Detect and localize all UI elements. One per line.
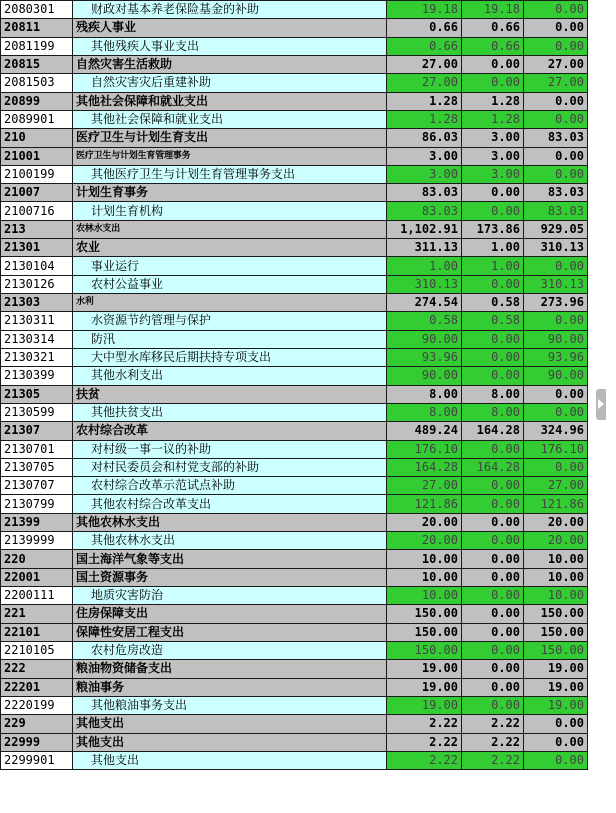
value-cell[interactable]: 3.00: [462, 147, 524, 165]
value-cell[interactable]: 0.00: [462, 367, 524, 385]
code-cell[interactable]: 2130701: [1, 440, 73, 458]
value-cell[interactable]: 0.00: [462, 348, 524, 366]
value-cell[interactable]: 0.00: [524, 403, 588, 421]
value-cell[interactable]: 0.00: [462, 330, 524, 348]
name-cell[interactable]: 医疗卫生与计划生育支出: [73, 129, 387, 147]
category-row: [1, 385, 588, 403]
value-cell[interactable]: 27.00: [524, 74, 588, 92]
value-cell[interactable]: 0.00: [524, 1, 588, 19]
name-cell[interactable]: 扶贫: [73, 385, 387, 403]
value-cell[interactable]: 324.96: [524, 422, 588, 440]
code-cell[interactable]: 20899: [1, 92, 73, 110]
value-cell[interactable]: 310.13: [524, 275, 588, 293]
category-row: [1, 55, 588, 73]
value-cell[interactable]: 164.28: [462, 458, 524, 476]
item-row: [1, 312, 588, 330]
item-row: [1, 165, 588, 183]
name-cell[interactable]: 医疗卫生与计划生育管理事务: [73, 147, 387, 165]
value-cell[interactable]: 0.00: [462, 678, 524, 696]
value-cell[interactable]: 1.28: [387, 92, 462, 110]
value-cell[interactable]: 1.28: [387, 110, 462, 128]
value-cell[interactable]: 8.00: [387, 385, 462, 403]
value-cell[interactable]: 164.28: [387, 458, 462, 476]
value-cell[interactable]: 310.13: [524, 239, 588, 257]
item-row: [1, 751, 588, 769]
value-cell[interactable]: 10.00: [387, 587, 462, 605]
value-cell[interactable]: 10.00: [524, 550, 588, 568]
value-cell[interactable]: 8.00: [462, 403, 524, 421]
value-cell[interactable]: 929.05: [524, 220, 588, 238]
value-cell[interactable]: 489.24: [387, 422, 462, 440]
name-cell[interactable]: 对村民委员会和村党支部的补助: [73, 458, 387, 476]
value-cell[interactable]: 86.03: [387, 129, 462, 147]
name-cell[interactable]: 其他农村综合改革支出: [73, 495, 387, 513]
category-row: [1, 92, 588, 110]
code-cell[interactable]: 22999: [1, 733, 73, 751]
item-row: [1, 330, 588, 348]
item-row: [1, 257, 588, 275]
value-cell[interactable]: 90.00: [387, 367, 462, 385]
category-row: [1, 422, 588, 440]
name-cell[interactable]: 其他农林水支出: [73, 513, 387, 531]
item-row: [1, 696, 588, 714]
code-cell[interactable]: 22201: [1, 678, 73, 696]
name-cell[interactable]: 农村危房改造: [73, 641, 387, 659]
name-cell[interactable]: 计划生育机构: [73, 202, 387, 220]
name-cell[interactable]: 其他农林水支出: [73, 532, 387, 550]
value-cell[interactable]: 0.00: [524, 751, 588, 769]
name-cell[interactable]: 其他扶贫支出: [73, 403, 387, 421]
value-cell[interactable]: 0.58: [462, 312, 524, 330]
value-cell[interactable]: 0.00: [462, 660, 524, 678]
value-cell[interactable]: 27.00: [387, 477, 462, 495]
value-cell[interactable]: 0.00: [524, 715, 588, 733]
value-cell[interactable]: 27.00: [387, 74, 462, 92]
code-cell[interactable]: 2080301: [1, 1, 73, 19]
value-cell[interactable]: 27.00: [387, 55, 462, 73]
name-cell[interactable]: 农村综合改革示范试点补助: [73, 477, 387, 495]
value-cell[interactable]: 2.22: [387, 733, 462, 751]
value-cell[interactable]: 27.00: [524, 55, 588, 73]
value-cell[interactable]: 1.00: [462, 239, 524, 257]
name-cell[interactable]: 对村级一事一议的补助: [73, 440, 387, 458]
value-cell[interactable]: 0.00: [462, 641, 524, 659]
name-cell[interactable]: 其他医疗卫生与计划生育管理事务支出: [73, 165, 387, 183]
budget-table-body: [1, 1, 588, 770]
value-cell[interactable]: 274.54: [387, 294, 462, 312]
code-cell[interactable]: 2130599: [1, 403, 73, 421]
value-cell[interactable]: 0.66: [387, 37, 462, 55]
name-cell[interactable]: 自然灾害生活救助: [73, 55, 387, 73]
value-cell[interactable]: 0.00: [524, 92, 588, 110]
value-cell[interactable]: 176.10: [387, 440, 462, 458]
code-cell[interactable]: 2130104: [1, 257, 73, 275]
value-cell[interactable]: 20.00: [387, 513, 462, 531]
code-cell[interactable]: 210: [1, 129, 73, 147]
scroll-tab[interactable]: [596, 389, 606, 420]
value-cell[interactable]: 0.00: [462, 696, 524, 714]
value-cell[interactable]: 150.00: [524, 605, 588, 623]
code-cell[interactable]: 213: [1, 220, 73, 238]
item-row: [1, 110, 588, 128]
name-cell[interactable]: 保障性安居工程支出: [73, 623, 387, 641]
category-row: [1, 623, 588, 641]
value-cell[interactable]: 0.66: [462, 37, 524, 55]
value-cell[interactable]: 1.00: [387, 257, 462, 275]
value-cell[interactable]: 93.96: [387, 348, 462, 366]
name-cell[interactable]: 国土资源事务: [73, 568, 387, 586]
value-cell[interactable]: 2.22: [462, 733, 524, 751]
item-row: [1, 495, 588, 513]
value-cell[interactable]: 0.58: [462, 294, 524, 312]
value-cell[interactable]: 2.22: [462, 715, 524, 733]
code-cell[interactable]: 2200111: [1, 587, 73, 605]
name-cell[interactable]: 水资源节约管理与保护: [73, 312, 387, 330]
value-cell[interactable]: 1,102.91: [387, 220, 462, 238]
name-cell[interactable]: 其他支出: [73, 733, 387, 751]
category-row: [1, 239, 588, 257]
category-row: [1, 568, 588, 586]
value-cell[interactable]: 3.00: [462, 129, 524, 147]
value-cell[interactable]: 0.00: [462, 495, 524, 513]
value-cell[interactable]: 90.00: [524, 330, 588, 348]
code-cell[interactable]: 2299901: [1, 751, 73, 769]
name-cell[interactable]: 其他社会保障和就业支出: [73, 110, 387, 128]
name-cell[interactable]: 防汛: [73, 330, 387, 348]
value-cell[interactable]: 0.00: [524, 385, 588, 403]
code-cell[interactable]: 222: [1, 660, 73, 678]
code-cell[interactable]: 2089901: [1, 110, 73, 128]
code-cell[interactable]: 2130314: [1, 330, 73, 348]
value-cell[interactable]: 150.00: [387, 641, 462, 659]
value-cell[interactable]: 150.00: [524, 623, 588, 641]
value-cell[interactable]: 8.00: [387, 403, 462, 421]
value-cell[interactable]: 0.00: [462, 184, 524, 202]
category-row: [1, 220, 588, 238]
value-cell[interactable]: 0.00: [462, 623, 524, 641]
code-cell[interactable]: 2100716: [1, 202, 73, 220]
value-cell[interactable]: 0.00: [462, 74, 524, 92]
code-cell[interactable]: 21001: [1, 147, 73, 165]
value-cell[interactable]: 0.00: [462, 202, 524, 220]
value-cell[interactable]: 176.10: [524, 440, 588, 458]
value-cell[interactable]: 3.00: [387, 147, 462, 165]
name-cell[interactable]: 住房保障支出: [73, 605, 387, 623]
value-cell[interactable]: 90.00: [524, 367, 588, 385]
value-cell[interactable]: 19.00: [524, 696, 588, 714]
value-cell[interactable]: 2.22: [462, 751, 524, 769]
value-cell[interactable]: 83.03: [387, 202, 462, 220]
item-row: [1, 37, 588, 55]
name-cell[interactable]: 其他残疾人事业支出: [73, 37, 387, 55]
value-cell[interactable]: 0.00: [462, 605, 524, 623]
value-cell[interactable]: 20.00: [387, 532, 462, 550]
name-cell[interactable]: 粮油物资储备支出: [73, 660, 387, 678]
code-cell[interactable]: 229: [1, 715, 73, 733]
value-cell[interactable]: 0.00: [524, 257, 588, 275]
item-row: [1, 202, 588, 220]
category-row: [1, 678, 588, 696]
value-cell[interactable]: 0.00: [462, 513, 524, 531]
category-row: [1, 660, 588, 678]
code-cell[interactable]: 2130707: [1, 477, 73, 495]
value-cell[interactable]: 83.03: [524, 202, 588, 220]
value-cell[interactable]: 0.00: [462, 275, 524, 293]
value-cell[interactable]: 0.00: [524, 733, 588, 751]
value-cell[interactable]: 19.00: [524, 660, 588, 678]
code-cell[interactable]: 2130799: [1, 495, 73, 513]
value-cell[interactable]: 83.03: [387, 184, 462, 202]
code-cell[interactable]: 21007: [1, 184, 73, 202]
name-cell[interactable]: 粮油事务: [73, 678, 387, 696]
code-cell[interactable]: 21307: [1, 422, 73, 440]
name-cell[interactable]: 国土海洋气象等支出: [73, 550, 387, 568]
code-cell[interactable]: 2081199: [1, 37, 73, 55]
name-cell[interactable]: 其他支出: [73, 751, 387, 769]
value-cell[interactable]: 0.00: [524, 458, 588, 476]
code-cell[interactable]: 2130399: [1, 367, 73, 385]
value-cell[interactable]: 19.00: [387, 678, 462, 696]
item-row: [1, 477, 588, 495]
code-cell[interactable]: 21303: [1, 294, 73, 312]
name-cell[interactable]: 农业: [73, 239, 387, 257]
code-cell[interactable]: 2130321: [1, 348, 73, 366]
value-cell[interactable]: 0.00: [524, 312, 588, 330]
value-cell[interactable]: 0.00: [462, 587, 524, 605]
name-cell[interactable]: 水利: [73, 294, 387, 312]
value-cell[interactable]: 0.00: [462, 532, 524, 550]
value-cell[interactable]: 10.00: [387, 568, 462, 586]
value-cell[interactable]: 1.28: [462, 110, 524, 128]
category-row: [1, 294, 588, 312]
value-cell[interactable]: 10.00: [387, 550, 462, 568]
name-cell[interactable]: 计划生育事务: [73, 184, 387, 202]
code-cell[interactable]: 2130705: [1, 458, 73, 476]
value-cell[interactable]: 0.00: [524, 37, 588, 55]
value-cell[interactable]: 19.00: [387, 660, 462, 678]
item-row: [1, 532, 588, 550]
value-cell[interactable]: 0.00: [462, 568, 524, 586]
name-cell[interactable]: 财政对基本养老保险基金的补助: [73, 1, 387, 19]
value-cell[interactable]: 19.00: [387, 696, 462, 714]
value-cell[interactable]: 310.13: [387, 275, 462, 293]
category-row: [1, 513, 588, 531]
item-row: [1, 348, 588, 366]
code-cell[interactable]: 2220199: [1, 696, 73, 714]
value-cell[interactable]: 2.22: [387, 751, 462, 769]
name-cell[interactable]: 其他支出: [73, 715, 387, 733]
category-row: [1, 605, 588, 623]
value-cell[interactable]: 20.00: [524, 513, 588, 531]
name-cell[interactable]: 农村公益事业: [73, 275, 387, 293]
name-cell[interactable]: 农村综合改革: [73, 422, 387, 440]
name-cell[interactable]: 大中型水库移民后期扶持专项支出: [73, 348, 387, 366]
value-cell[interactable]: 93.96: [524, 348, 588, 366]
value-cell[interactable]: 0.66: [462, 19, 524, 37]
value-cell[interactable]: 2.22: [387, 715, 462, 733]
code-cell[interactable]: 21399: [1, 513, 73, 531]
item-row: [1, 275, 588, 293]
name-cell[interactable]: 残疾人事业: [73, 19, 387, 37]
value-cell[interactable]: 83.03: [524, 184, 588, 202]
name-cell[interactable]: 事业运行: [73, 257, 387, 275]
value-cell[interactable]: 164.28: [462, 422, 524, 440]
value-cell[interactable]: 311.13: [387, 239, 462, 257]
value-cell[interactable]: 0.00: [524, 147, 588, 165]
item-row: [1, 587, 588, 605]
category-row: [1, 184, 588, 202]
code-cell[interactable]: 22101: [1, 623, 73, 641]
category-row: [1, 733, 588, 751]
value-cell[interactable]: 19.18: [387, 1, 462, 19]
value-cell[interactable]: 19.18: [462, 1, 524, 19]
name-cell[interactable]: 其他粮油事务支出: [73, 696, 387, 714]
code-cell[interactable]: 220: [1, 550, 73, 568]
code-cell[interactable]: 22001: [1, 568, 73, 586]
value-cell[interactable]: 121.86: [524, 495, 588, 513]
value-cell[interactable]: 90.00: [387, 330, 462, 348]
item-row: [1, 641, 588, 659]
item-row: [1, 440, 588, 458]
name-cell[interactable]: 其他社会保障和就业支出: [73, 92, 387, 110]
value-cell[interactable]: 27.00: [524, 477, 588, 495]
code-cell[interactable]: 221: [1, 605, 73, 623]
value-cell[interactable]: 10.00: [524, 568, 588, 586]
value-cell[interactable]: 0.00: [524, 165, 588, 183]
item-row: [1, 403, 588, 421]
value-cell[interactable]: 150.00: [387, 605, 462, 623]
value-cell[interactable]: 8.00: [462, 385, 524, 403]
name-cell[interactable]: 其他水利支出: [73, 367, 387, 385]
code-cell[interactable]: 2100199: [1, 165, 73, 183]
code-cell[interactable]: 20811: [1, 19, 73, 37]
item-row: [1, 367, 588, 385]
value-cell[interactable]: 3.00: [387, 165, 462, 183]
item-row: [1, 1, 588, 19]
value-cell[interactable]: 0.00: [462, 477, 524, 495]
name-cell[interactable]: 地质灾害防治: [73, 587, 387, 605]
item-row: [1, 74, 588, 92]
value-cell[interactable]: 20.00: [524, 532, 588, 550]
category-row: [1, 715, 588, 733]
value-cell[interactable]: 173.86: [462, 220, 524, 238]
code-cell[interactable]: 2081503: [1, 74, 73, 92]
code-cell[interactable]: 20815: [1, 55, 73, 73]
item-row: [1, 458, 588, 476]
value-cell[interactable]: 0.66: [387, 19, 462, 37]
code-cell[interactable]: 2139999: [1, 532, 73, 550]
name-cell[interactable]: 农林水支出: [73, 220, 387, 238]
value-cell[interactable]: 0.00: [524, 19, 588, 37]
name-cell[interactable]: 自然灾害灾后重建补助: [73, 74, 387, 92]
code-cell[interactable]: 2130126: [1, 275, 73, 293]
value-cell[interactable]: 150.00: [387, 623, 462, 641]
code-cell[interactable]: 2130311: [1, 312, 73, 330]
category-row: [1, 147, 588, 165]
code-cell[interactable]: 21305: [1, 385, 73, 403]
chevron-right-icon: [598, 399, 604, 409]
value-cell[interactable]: 0.58: [387, 312, 462, 330]
value-cell[interactable]: 273.96: [524, 294, 588, 312]
value-cell[interactable]: 83.03: [524, 129, 588, 147]
category-row: [1, 19, 588, 37]
code-cell[interactable]: 21301: [1, 239, 73, 257]
value-cell[interactable]: 1.00: [462, 257, 524, 275]
value-cell[interactable]: 10.00: [524, 587, 588, 605]
value-cell[interactable]: 121.86: [387, 495, 462, 513]
value-cell[interactable]: 0.00: [462, 55, 524, 73]
value-cell[interactable]: 150.00: [524, 641, 588, 659]
value-cell[interactable]: 1.28: [462, 92, 524, 110]
category-row: [1, 550, 588, 568]
value-cell[interactable]: 0.00: [462, 440, 524, 458]
value-cell[interactable]: 0.00: [462, 550, 524, 568]
code-cell[interactable]: 2210105: [1, 641, 73, 659]
value-cell[interactable]: 3.00: [462, 165, 524, 183]
category-row: [1, 129, 588, 147]
value-cell[interactable]: 0.00: [524, 110, 588, 128]
value-cell[interactable]: 19.00: [524, 678, 588, 696]
